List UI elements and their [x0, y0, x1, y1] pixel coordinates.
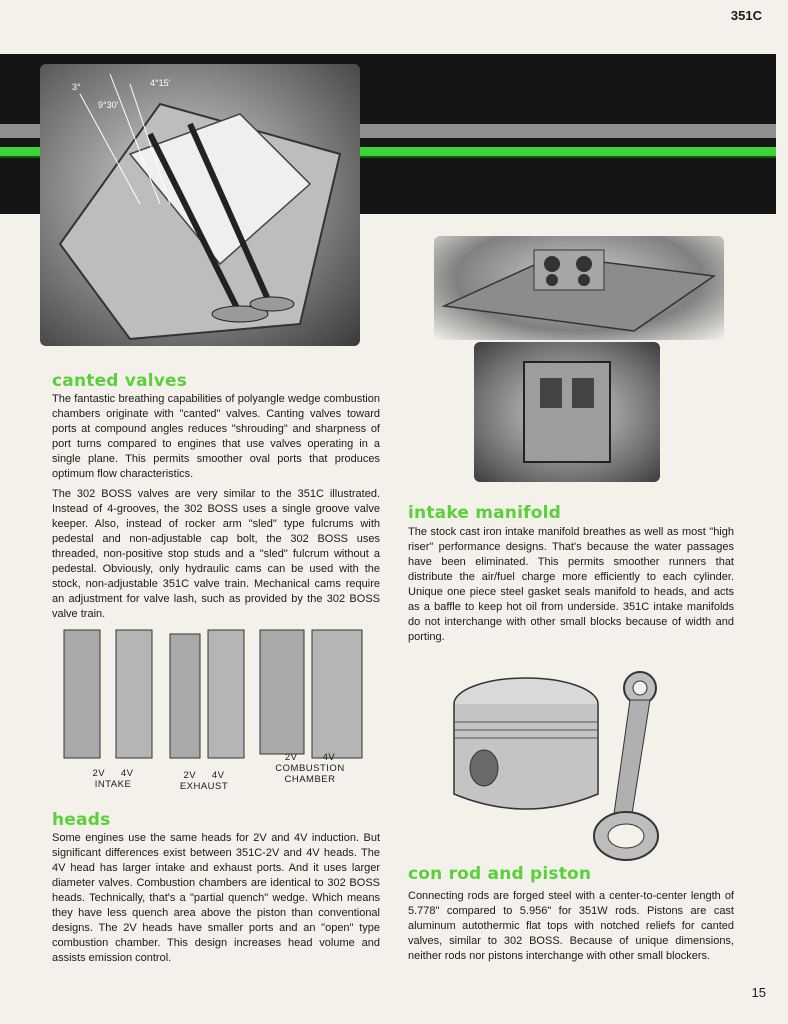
- angle-label-3: 3°: [72, 82, 81, 92]
- chamber-caption: [260, 752, 360, 785]
- intake-manifold-photo: [434, 236, 724, 340]
- valve-cutaway-illustration: [40, 64, 360, 346]
- canted-valves-heading: canted valves: [52, 371, 188, 391]
- angle-label-9-30: 9°30': [98, 100, 119, 110]
- chamber-2v-label: 2V: [284, 752, 298, 763]
- con-rod-piston-paragraph: Connecting rods are forged steel with a center-to-center length of 5.778" compared to 5.956" for 351W rods. Pistons are cast aluminum autothermic flat tops with notched reliefs for canted valves, similar to 302 BOSS. Because of unique dimensions, neither rods nor pistons interchange with other small blockers.: [408, 890, 734, 962]
- cylinder-heads-photo: [58, 626, 368, 760]
- intake-manifold-paragraph: The stock cast iron intake manifold breathes as well as most "high riser" performance designs. That's because the water passages have been eliminated. This permits smoother runners that distribute the air/fuel charge more efficiently to each cylinder. Unique one piece steel gasket seals manifold to heads, and acts as a baffle to keep hot oil from underside. 351C intake manifolds do not interchange with other small blocks because of width and porting.: [408, 526, 734, 643]
- chamber-4v-label: 4V: [322, 752, 336, 763]
- intake-4v-label: 4V: [120, 768, 134, 779]
- heads-heading: heads: [52, 810, 111, 830]
- exhaust-label: EXHAUST: [179, 781, 229, 792]
- canted-valves-paragraph-1: The fantastic breathing capabilities of polyangle wedge combustion chambers originate with "canted" valves. Canting valves toward ports at compound angles reduces "shrouding" and sharpness of port turns compared to engines that use valves operating in a single plane. This permits smoother oval ports that produces optimum flow characteristics.: [52, 393, 380, 480]
- intake-label: INTAKE: [94, 779, 132, 790]
- exhaust-caption: [164, 770, 244, 792]
- exhaust-2v-label: 2V: [183, 770, 197, 781]
- exhaust-4v-label: 4V: [211, 770, 225, 781]
- intake-2v-label: 2V: [92, 768, 106, 779]
- page-model-label: 351C: [730, 8, 762, 23]
- con-rod-piston-photo: [440, 664, 710, 872]
- heads-paragraph: Some engines use the same heads for 2V and 4V induction. But significant differences exist between 351C-2V and 4V heads. The 4V head has larger intake and exhaust ports. And it uses larger diameter valves. Combustion chambers are identical to 302 BOSS heads. Technically, that's a "partial quench" wedge. Which means they have less quench area above the piston than conventional designs. The 2V heads have smaller ports and an "open" type combustion chamber. This design increases head volume and assists emission control.: [52, 832, 380, 964]
- angle-label-4-15: 4°15': [150, 78, 171, 88]
- chamber-label-line2: CHAMBER: [284, 774, 336, 785]
- manifold-gasket-photo: [474, 342, 660, 482]
- intake-caption: [78, 768, 148, 790]
- page-number: 15: [751, 985, 766, 1000]
- con-rod-piston-heading: con rod and piston: [408, 864, 592, 884]
- chamber-label-line1: COMBUSTION: [275, 763, 345, 774]
- canted-valves-paragraph-2: The 302 BOSS valves are very similar to the 351C illustrated. Instead of 4-grooves, the 302 BOSS uses a single groove valve keeper. Also, instead of rocker arm "sled" type fulcrums with pedestal and non-adjustable cap bolt, the 302 BOSS uses threaded, non-positive stop studs and a "sled" fulcrum without a pedestal. Obviously, only hydraulic cams can be used with the stock, non-adjustable 351C valve train. Mechanical cams require an adjustment for valve lash, such as provided by the 302 BOSS valve train.: [52, 488, 380, 620]
- intake-manifold-heading: intake manifold: [408, 503, 562, 523]
